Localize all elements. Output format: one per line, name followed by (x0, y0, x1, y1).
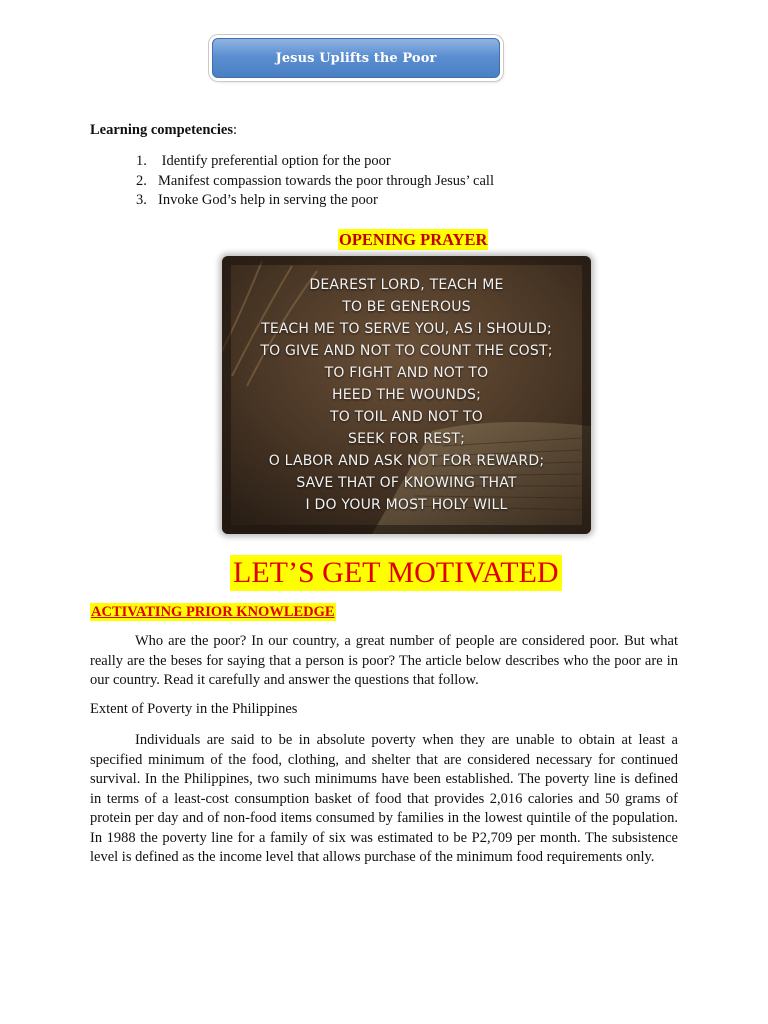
article-title: Extent of Poverty in the Philippines (90, 701, 298, 717)
list-item (136, 191, 494, 211)
learning-competencies-label: Learning competencies (90, 122, 233, 138)
article-paragraph: Individuals are said to be in absolute poverty when they are unable to obtain at least a specified minimum of the food, clothing, and shelter that are considered necessary for continued survival. In the Philippines, two such minimums have been established. The poverty line is defined in terms of a least-cost consumption basket of food that provides 2,016 calories and 50 grams of protein per day and of non-food items consumed by families in the lowest quintile of the population. In 1988 the poverty line for a family of six was estimated to be P2,709 per month. The subsistence level is defined as the income level that allows purchase of the minimum food requirements only. (90, 732, 678, 865)
opening-prayer-heading: OPENING PRAYER (339, 230, 488, 249)
list-item (136, 152, 494, 172)
motivated-heading: LET’S GET MOTIVATED (230, 555, 562, 591)
list-item-number: 3. (136, 192, 147, 208)
prayer-image (222, 256, 591, 534)
list-item-text: Invoke God’s help in serving the poor (158, 192, 378, 208)
prayer-line: TO GIVE AND NOT TO COUNT THE COST; (260, 343, 553, 359)
prayer-line: TO FIGHT AND NOT TO (324, 365, 489, 381)
prayer-text (222, 274, 591, 516)
list-item-text: Identify preferential option for the poor (158, 153, 391, 169)
list-item-number: 1. (136, 153, 147, 169)
page-title: Jesus Uplifts the Poor (275, 50, 437, 66)
activating-prior-knowledge-heading: ACTIVATING PRIOR KNOWLEDGE (91, 604, 335, 620)
prayer-line: SEEK FOR REST; (348, 431, 465, 447)
learning-competencies-list (136, 152, 494, 211)
prayer-line: I DO YOUR MOST HOLY WILL (305, 497, 508, 513)
prayer-line: TO BE GENEROUS (342, 299, 471, 315)
prayer-line: O LABOR AND ASK NOT FOR REWARD; (268, 453, 545, 469)
prayer-line: HEED THE WOUNDS; (332, 387, 481, 403)
learning-competencies-heading (90, 122, 237, 139)
prayer-line: SAVE THAT OF KNOWING THAT (296, 475, 517, 491)
prayer-line: DEAREST LORD, TEACH ME (309, 277, 504, 293)
list-item-text: Manifest compassion towards the poor through Jesus’ call (158, 172, 494, 189)
list-item-number: 2. (136, 172, 147, 189)
list-item (136, 172, 494, 192)
learning-competencies-colon: : (232, 122, 237, 138)
title-banner (212, 38, 500, 78)
prayer-line: TEACH ME TO SERVE YOU, AS I SHOULD; (261, 321, 552, 337)
intro-paragraph: Who are the poor? In our country, a great number of people are considered poor. But what really are the beses for saying that a person is poor? The article below describes who the poor are in our country. Read it carefully and answer the questions that follow. (90, 633, 678, 688)
prayer-line: TO TOIL AND NOT TO (330, 409, 483, 425)
